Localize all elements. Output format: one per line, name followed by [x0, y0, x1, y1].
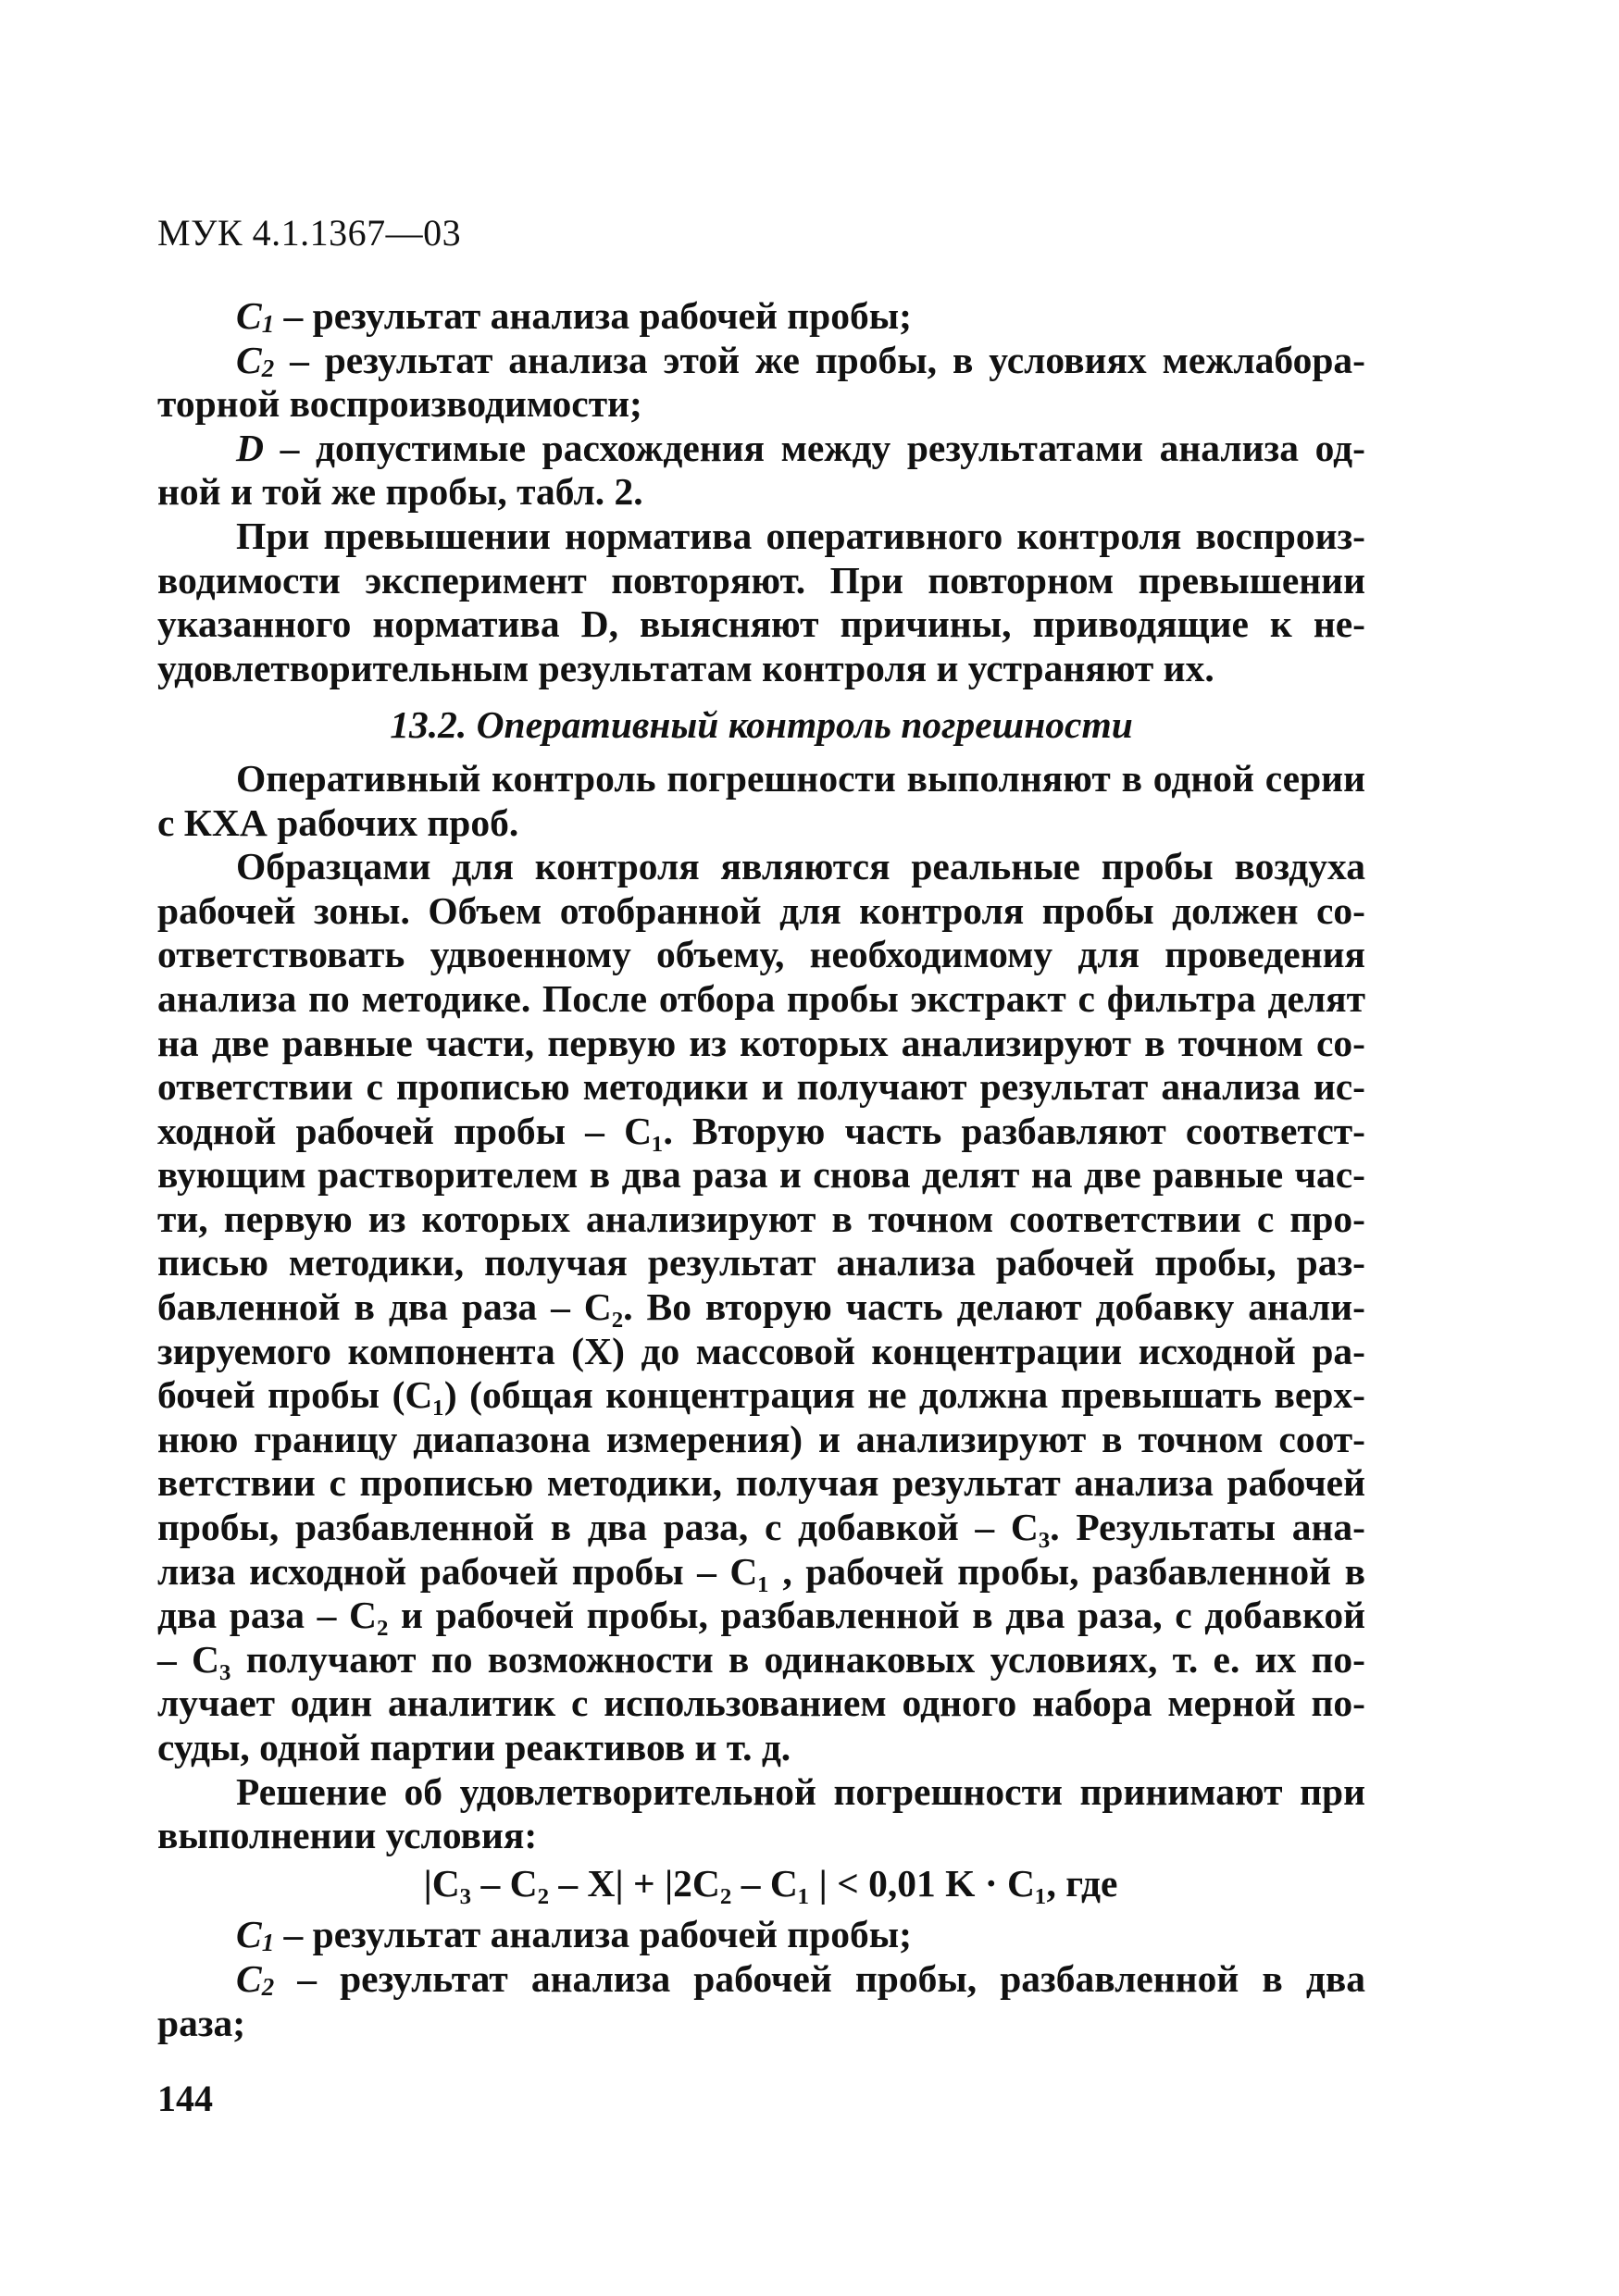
paragraph-line: Оперативный контроль погрешности выполняют в одной серии — [236, 756, 1365, 800]
definition-c2: $C_2$ – результат анализа этой же пробы, в условиях межлабора- — [236, 338, 1365, 382]
paragraph-line: Решение об удовлетворительной погрешности принимают при — [236, 1769, 1365, 1813]
paragraph-line: нюю границу диапазона измерения) и анализируют в точном соот- — [157, 1417, 1365, 1460]
definition-c1-bottom: $C_1$ – результат анализа рабочей пробы; — [236, 1913, 912, 1957]
definition-d-cont: ной и той же пробы, табл. 2. — [157, 470, 643, 514]
page-body — [157, 294, 1365, 2045]
paragraph-line: лиза исходной рабочей пробы – C₁ , рабочей пробы, разбавленной в — [157, 1549, 1365, 1593]
paragraph-line: ветствии с прописью методики, получая результат анализа рабочей — [157, 1461, 1365, 1505]
paragraph-line: вующим растворителем в два раза и снова делят на две равные час- — [157, 1153, 1365, 1197]
paragraph-line: бочей пробы (C₁) (общая концентрация не должна превышать верх- — [157, 1373, 1365, 1417]
paragraph-line: Образцами для контроля являются реальные пробы воздуха — [236, 845, 1365, 888]
paragraph-line: ответствии с прописью методики и получают результат анализа ис- — [157, 1065, 1365, 1109]
paragraph-line: два раза – C₂ и рабочей пробы, разбавленной в два раза, с добавкой — [157, 1594, 1365, 1637]
page-number: 144 — [157, 2078, 213, 2119]
paragraph-line: пробы, разбавленной в два раза, с добавкой – C₃. Результаты ана- — [157, 1506, 1365, 1549]
paragraph-line: ходной рабочей пробы – C₁. Вторую часть разбавляют соответст- — [157, 1109, 1365, 1152]
definition-c2-cont: торной воспроизводимости; — [157, 382, 642, 426]
definition-d: D – допустимые расхождения между результатами анализа од- — [236, 426, 1365, 469]
paragraph-line: указанного норматива D, выясняют причины, приводящие к не- — [157, 602, 1365, 646]
paragraph-line: на две равные части, первую из которых анализируют в точном со- — [157, 1021, 1365, 1064]
document-code: МУК 4.1.1367—03 — [157, 212, 462, 254]
paragraph-line: выполнении условия: — [157, 1814, 538, 1857]
paragraph-line: ответствовать удвоенному объему, необходимому для проведения — [157, 933, 1365, 976]
paragraph-line: удовлетворительным результатам контроля и устраняют их. — [157, 646, 1214, 689]
paragraph-line: бавленной в два раза – C₂. Во вторую часть делают добавку анали- — [157, 1285, 1365, 1329]
paragraph-line: анализа по методике. После отбора пробы экстракт с фильтра делят — [157, 976, 1365, 1020]
paragraph-line: При превышении норматива оперативного контроля воспроиз- — [236, 514, 1365, 557]
paragraph-line: суды, одной партии реактивов и т. д. — [157, 1726, 791, 1769]
paragraph-line: рабочей зоны. Объем отобранной для контроля пробы должен со- — [157, 888, 1365, 932]
paragraph-line: – C₃ получают по возможности в одинаковых условиях, т. е. их по- — [157, 1637, 1365, 1681]
paragraph-line: зируемого компонента (X) до массовой концентрации исходной ра- — [157, 1329, 1365, 1372]
condition-formula: |C₃ – C₂ – X| + |2C₂ – C₁ | < 0,01 K · C₁, где — [423, 1861, 1118, 1905]
paragraph-line: водимости эксперимент повторяют. При повторном превышении — [157, 558, 1365, 602]
paragraph-line: писью методики, получая результат анализа рабочей пробы, раз- — [157, 1241, 1365, 1285]
definition-c1: $C_1$ – результат анализа рабочей пробы; — [236, 294, 912, 339]
paragraph-line: с КХА рабочих проб. — [157, 800, 519, 844]
paragraph-line: ти, первую из которых анализируют в точном соответствии с про- — [157, 1197, 1365, 1240]
definition-c2-bottom-cont: раза; — [157, 2001, 246, 2044]
definition-c2-bottom: $C_2$ – результат анализа рабочей пробы, разбавленной в два — [236, 1956, 1365, 2001]
paragraph-line: лучает один аналитик с использованием одного набора мерной по- — [157, 1682, 1365, 1725]
section-heading: 13.2. Оперативный контроль погрешности — [390, 703, 1133, 747]
